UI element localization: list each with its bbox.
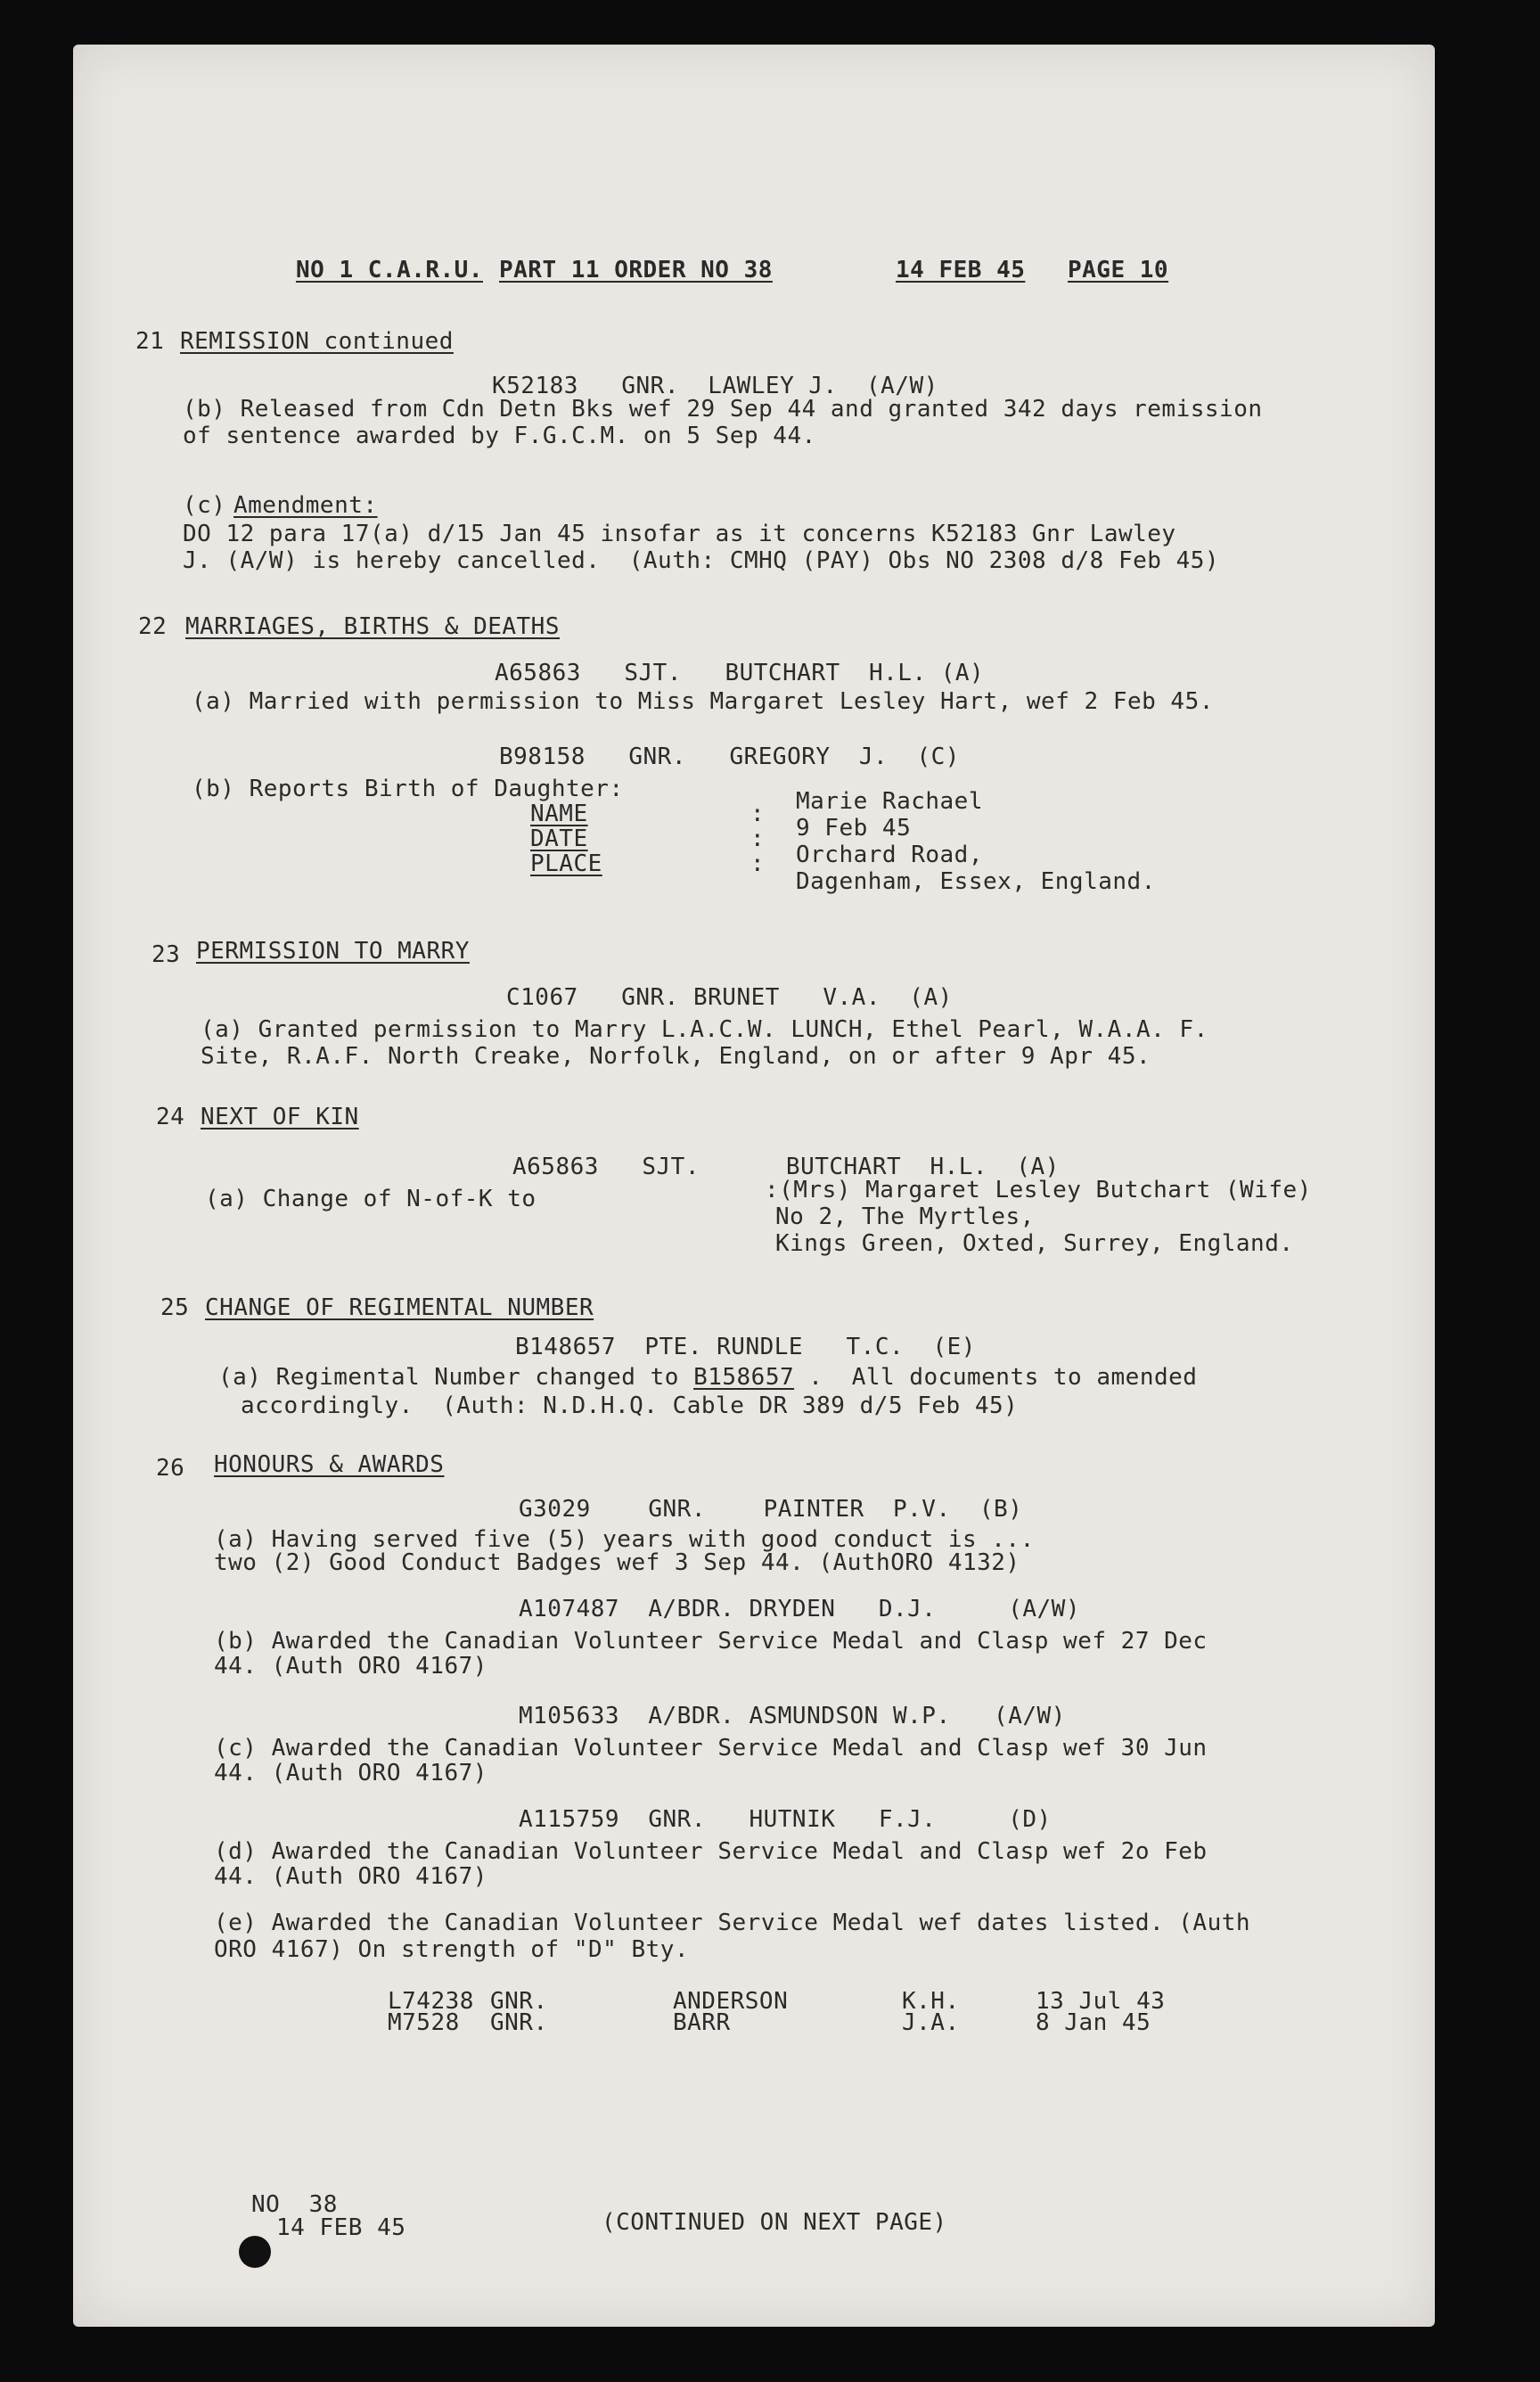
punch-hole bbox=[239, 2236, 271, 2268]
section-22-number: 22 bbox=[138, 613, 168, 640]
date-value: 9 Feb 45 bbox=[796, 815, 912, 842]
paragraph-line: (a) Having served five (5) years with good conduct is ... bbox=[214, 1526, 1035, 1553]
colon: : bbox=[750, 825, 766, 852]
new-regimental-number: B158657 bbox=[693, 1364, 795, 1391]
table-cell-name: ANDERSON bbox=[673, 1988, 789, 2015]
colon: : bbox=[750, 850, 766, 877]
section-26-title: HONOURS & AWARDS bbox=[214, 1451, 445, 1478]
paragraph-line: (d) Awarded the Canadian Volunteer Service Medal and Clasp wef 2o Feb bbox=[214, 1838, 1208, 1865]
table-cell-date: 8 Jan 45 bbox=[1036, 2009, 1151, 2036]
header-date: 14 FEB 45 bbox=[896, 257, 1026, 283]
paragraph-line: 44. (Auth ORO 4167) bbox=[214, 1760, 487, 1786]
section-22-title: MARRIAGES, BIRTHS & DEATHS bbox=[185, 613, 560, 640]
paragraph-line: (b) Reports Birth of Daughter: bbox=[192, 776, 624, 802]
place-value: Dagenham, Essex, England. bbox=[796, 868, 1156, 895]
table-cell-number: L74238 bbox=[388, 1988, 474, 2015]
text-part: . All documents to amended bbox=[794, 1364, 1198, 1391]
section-21-title: REMISSION continued bbox=[180, 328, 454, 355]
section-23-title: PERMISSION TO MARRY bbox=[196, 938, 470, 965]
section-23-number: 23 bbox=[152, 941, 181, 968]
paragraph-line: 44. (Auth ORO 4167) bbox=[214, 1863, 487, 1890]
header-order: PART 11 ORDER NO 38 bbox=[499, 257, 773, 283]
amendment-title: Amendment: bbox=[233, 492, 378, 519]
paragraph-line: DO 12 para 17(a) d/15 Jan 45 insofar as it concerns K52183 Gnr Lawley bbox=[183, 521, 1176, 547]
section-21-number: 21 bbox=[135, 328, 165, 355]
name-value: Marie Rachael bbox=[796, 788, 983, 815]
paragraph-line: (a) Granted permission to Marry L.A.C.W. LUNCH, Ethel Pearl, W.A.A. F. bbox=[201, 1016, 1208, 1043]
table-cell-rank: GNR. bbox=[490, 2009, 548, 2036]
soldier-line: B98158 GNR. GREGORY J. (C) bbox=[499, 743, 960, 770]
soldier-line: M105633 A/BDR. ASMUNDSON W.P. (A/W) bbox=[519, 1703, 1066, 1729]
soldier-line: A65863 SJT. BUTCHART H.L. (A) bbox=[512, 1154, 1060, 1180]
paragraph-line: (e) Awarded the Canadian Volunteer Service Medal wef dates listed. (Auth bbox=[214, 1910, 1251, 1936]
header-page: PAGE 10 bbox=[1068, 257, 1169, 283]
soldier-line: C1067 GNR. BRUNET V.A. (A) bbox=[506, 984, 953, 1011]
soldier-line: A115759 GNR. HUTNIK F.J. (D) bbox=[519, 1806, 1052, 1833]
footer-order-number: NO 38 bbox=[251, 2191, 338, 2218]
paragraph-line: of sentence awarded by F.G.C.M. on 5 Sep 44. bbox=[183, 423, 816, 449]
paragraph-line: J. (A/W) is hereby cancelled. (Auth: CMHQ (PAY) Obs NO 2308 d/8 Feb 45) bbox=[183, 547, 1220, 574]
header-unit: NO 1 C.A.R.U. bbox=[296, 257, 483, 283]
paragraph-line: (a) Married with permission to Miss Margaret Lesley Hart, wef 2 Feb 45. bbox=[192, 688, 1214, 715]
soldier-line: B148657 PTE. RUNDLE T.C. (E) bbox=[515, 1334, 976, 1360]
table-cell-rank: GNR. bbox=[490, 1988, 548, 2015]
colon: : bbox=[750, 801, 766, 827]
paragraph-line bbox=[218, 1364, 1197, 1391]
paragraph-line: two (2) Good Conduct Badges wef 3 Sep 44. (AuthORO 4132) bbox=[214, 1549, 1020, 1576]
next-of-kin-address: Kings Green, Oxted, Surrey, England. bbox=[775, 1230, 1294, 1257]
section-24-title: NEXT OF KIN bbox=[201, 1104, 359, 1130]
paragraph-line: (a) Change of N-of-K to bbox=[205, 1186, 537, 1212]
next-of-kin-address: No 2, The Myrtles, bbox=[775, 1203, 1035, 1230]
soldier-line: G3029 GNR. PAINTER P.V. (B) bbox=[519, 1496, 1023, 1523]
name-label: NAME bbox=[530, 801, 588, 827]
sub-label: (c) bbox=[183, 492, 226, 519]
table-cell-initials: K.H. bbox=[902, 1988, 960, 2015]
paragraph-line: (b) Released from Cdn Detn Bks wef 29 Sep 44 and granted 342 days remission bbox=[183, 396, 1263, 423]
paragraph-line: 44. (Auth ORO 4167) bbox=[214, 1653, 487, 1680]
section-26-number: 26 bbox=[156, 1455, 185, 1482]
place-label: PLACE bbox=[530, 850, 602, 877]
table-cell-name: BARR bbox=[673, 2009, 731, 2036]
paragraph-line: accordingly. (Auth: N.D.H.Q. Cable DR 389 d/5 Feb 45) bbox=[241, 1392, 1019, 1419]
paragraph-line: ORO 4167) On strength of "D" Bty. bbox=[214, 1936, 690, 1963]
paragraph-line: Site, R.A.F. North Creake, Norfolk, England, on or after 9 Apr 45. bbox=[201, 1043, 1151, 1070]
text-part: (a) Regimental Number changed to bbox=[218, 1364, 694, 1391]
table-cell-initials: J.A. bbox=[902, 2009, 960, 2036]
section-25-title: CHANGE OF REGIMENTAL NUMBER bbox=[205, 1294, 594, 1321]
paragraph-line: (b) Awarded the Canadian Volunteer Service Medal and Clasp wef 27 Dec bbox=[214, 1628, 1208, 1655]
soldier-line: A65863 SJT. BUTCHART H.L. (A) bbox=[495, 660, 985, 686]
section-24-number: 24 bbox=[156, 1104, 185, 1130]
table-cell-date: 13 Jul 43 bbox=[1036, 1988, 1166, 2015]
continued-note: (CONTINUED ON NEXT PAGE) bbox=[602, 2209, 947, 2236]
footer-date: 14 FEB 45 bbox=[276, 2214, 406, 2241]
place-value: Orchard Road, bbox=[796, 842, 983, 868]
table-cell-number: M7528 bbox=[388, 2009, 460, 2036]
date-label: DATE bbox=[530, 825, 588, 852]
soldier-line: A107487 A/BDR. DRYDEN D.J. (A/W) bbox=[519, 1596, 1080, 1622]
soldier-line: K52183 GNR. LAWLEY J. (A/W) bbox=[492, 373, 938, 399]
paragraph-line: (c) Awarded the Canadian Volunteer Service Medal and Clasp wef 30 Jun bbox=[214, 1735, 1208, 1762]
next-of-kin-name: :(Mrs) Margaret Lesley Butchart (Wife) bbox=[765, 1177, 1312, 1203]
section-25-number: 25 bbox=[160, 1294, 190, 1321]
